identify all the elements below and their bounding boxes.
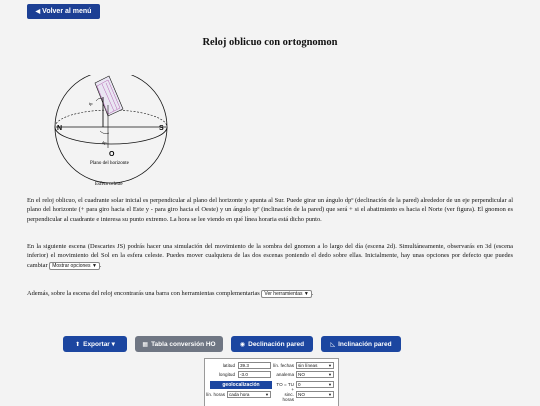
- chart-icon: ▦: [142, 341, 149, 348]
- back-button-label: Volver al menú: [42, 8, 92, 15]
- export-button[interactable]: [63, 336, 127, 352]
- hour-lines-label: lín. horas: [206, 392, 225, 397]
- label-o: O: [109, 151, 115, 158]
- tools-toolbar: [63, 336, 401, 352]
- geolocation-button[interactable]: geolocalización: [210, 381, 272, 389]
- sundial-diagram: [48, 75, 188, 193]
- date-lines-label: lín. fechas: [273, 363, 294, 368]
- longitude-label: longitud: [218, 372, 235, 377]
- hour-lines-value: cada hora: [229, 392, 250, 397]
- date-lines-select[interactable]: [296, 362, 334, 369]
- time-offset-value: 0: [298, 382, 301, 387]
- intro-paragraph: En el reloj oblicuo, el cuadrante solar inicial es perpendicular al plano del horizonte y apunta al Sur. Puede girar un ángulo dpº (declinación de la pared) alrededor de un eje perpendicular al plano del horizonte (+ para giro hacia el Este y - para giro hacia el Oeste) y un ángulo ipº (inclinación de la pared) que será + si el abatimiento es hacia el Norte (ver figura). El gnomon es perpendicular al cuadrante e interesa su punto extremo. La hora se lee viendo en qué línea horaria está dicho punto.: [27, 197, 513, 223]
- show-options-button[interactable]: Mostrar opciones ▼: [49, 262, 100, 270]
- chevron-down-icon: ▼: [328, 372, 332, 377]
- tools-paragraph-end: .: [311, 290, 314, 297]
- label-plano: Plano del horizonte: [90, 161, 129, 166]
- latitude-label: latitud: [222, 363, 235, 368]
- wall-declination-label: Declinación pared: [248, 340, 305, 348]
- sync-hours-select[interactable]: [296, 391, 334, 398]
- tools-paragraph: [27, 289, 513, 298]
- time-offset-select[interactable]: [296, 381, 334, 388]
- analemma-label: analema: [276, 372, 294, 377]
- show-tools-button[interactable]: Ver herramientas ▼: [261, 290, 311, 298]
- wall-declination-button[interactable]: [231, 336, 313, 352]
- wall-inclination-button[interactable]: [321, 336, 401, 352]
- date-lines-value: sin líneas: [298, 363, 318, 368]
- scene-paragraph-end: .: [99, 261, 102, 269]
- chevron-down-icon: ▼: [265, 392, 269, 397]
- wall-inclination-label: Inclinación pared: [338, 340, 392, 348]
- export-icon: ⬆: [75, 341, 81, 348]
- back-to-menu-button[interactable]: [27, 4, 100, 19]
- horizon-plane-front: [55, 127, 167, 144]
- label-dp: dp: [102, 140, 107, 145]
- page-title: Reloj oblicuo con ortognomon: [202, 37, 338, 48]
- label-n: N: [57, 125, 63, 132]
- longitude-input[interactable]: -3.0: [238, 371, 271, 378]
- compass-icon: ◉: [239, 341, 246, 348]
- ip-angle-arc: [96, 98, 102, 101]
- analemma-value: NO: [298, 372, 305, 377]
- hour-lines-select[interactable]: [227, 391, 271, 398]
- export-label: Exportar ▾: [83, 341, 115, 348]
- chevron-down-icon: ▼: [328, 392, 332, 397]
- conversion-table-button[interactable]: [135, 336, 223, 352]
- sync-hours-value: NO: [298, 392, 305, 397]
- scene-paragraph-text: En la siguiente escena (Descartes JS) podrás hacer una simulación del movimiento de la sombra del gnomon a lo largo del día (escena 2d). Simultáneamente, observarás en 3d (escena inferior) el movimiento del Sol en la esfera celeste. Puedes mover cualquiera de las dos escenas poniendo el dedo sobre ellas. Inicialmente, hay unas opciones por defecto que puedes cambiar: [27, 243, 513, 269]
- sync-hours-label: sinc. horas: [282, 392, 294, 402]
- chevron-down-icon: ▼: [328, 382, 332, 387]
- latitude-input[interactable]: 39.3: [238, 362, 271, 369]
- triangle-left-icon: ◀: [35, 9, 41, 15]
- chevron-down-icon: ▼: [328, 363, 332, 368]
- options-panel: [204, 358, 339, 406]
- dp-angle-arc: [100, 131, 109, 134]
- label-esfera: Esfera celeste: [95, 182, 123, 187]
- tools-paragraph-text: Además, sobre la escena del reloj encontrarás una barra con herramientas complementarias: [27, 290, 260, 297]
- conversion-table-label: Tabla conversión HO: [151, 340, 216, 348]
- scene-paragraph: [27, 242, 513, 270]
- analemma-select[interactable]: [296, 371, 334, 378]
- label-s: S: [159, 125, 164, 132]
- label-ip: ip: [89, 101, 93, 106]
- angle-icon: ◺: [330, 341, 336, 348]
- time-offset-label: TO = TU +: [276, 382, 294, 392]
